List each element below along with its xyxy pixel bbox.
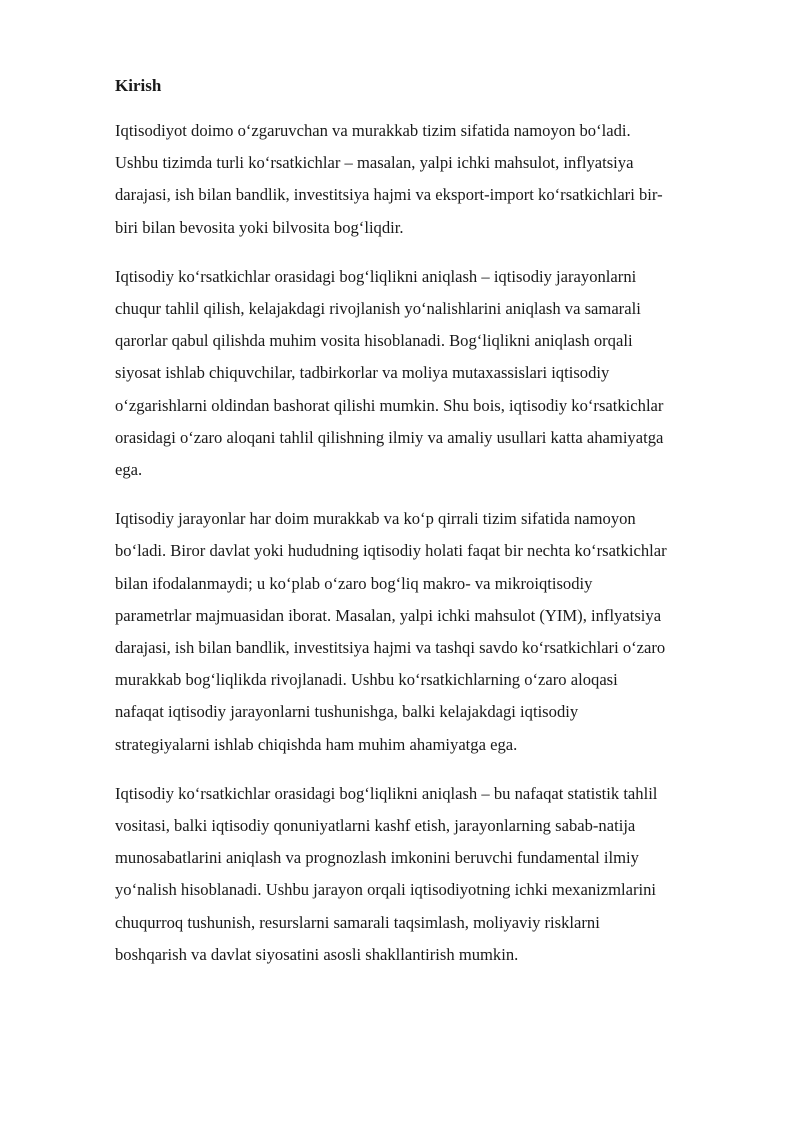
- document-page: [115, 74, 745, 988]
- paragraph-line: Iqtisodiy ko‘rsatkichlar orasidagi bog‘liqlikni aniqlash – bu nafaqat statistik tahlil: [115, 783, 658, 803]
- paragraph-line: orasidagi o‘zaro aloqani tahlil qilishning ilmiy va amaliy usullari katta ahamiyatga: [115, 427, 664, 447]
- paragraph-line: Iqtisodiy jarayonlar har doim murakkab va ko‘p qirrali tizim sifatida namoyon: [115, 509, 636, 529]
- paragraph-line: parametrlar majmuasidan iborat. Masalan, yalpi ichki mahsulot (YIM), inflyatsiya: [115, 605, 662, 625]
- paragraph-line: yo‘nalish hisoblanadi. Ushbu jarayon orqali iqtisodiyotning ichki mexanizmlarini: [115, 880, 657, 900]
- paragraph-line: biri bilan bevosita yoki bilvosita bog‘liqdir.: [115, 217, 404, 237]
- paragraph-2: [115, 261, 745, 486]
- paragraph-line: bilan ifodalanmaydi; u ko‘plab o‘zaro bog‘liq makro- va mikroiqtisodiy: [115, 573, 593, 593]
- paragraph-line: ega.: [115, 460, 143, 480]
- paragraph-line: boshqarish va davlat siyosatini asosli shakllantirish mumkin.: [115, 944, 519, 964]
- paragraph-line: Ushbu tizimda turli ko‘rsatkichlar – masalan, yalpi ichki mahsulot, inflyatsiya: [115, 153, 634, 173]
- section-heading: Kirish: [115, 76, 162, 95]
- paragraph-line: bo‘ladi. Biror davlat yoki hududning iqtisodiy holati faqat bir nechta ko‘rsatkichlar: [115, 541, 667, 561]
- paragraph-line: murakkab bog‘liqlikda rivojlanadi. Ushbu ko‘rsatkichlarning o‘zaro aloqasi: [115, 670, 618, 690]
- paragraph-line: Iqtisodiy ko‘rsatkichlar orasidagi bog‘liqlikni aniqlash – iqtisodiy jarayonlarni: [115, 266, 637, 286]
- paragraph-1: [115, 115, 745, 244]
- paragraph-line: chuqur tahlil qilish, kelajakdagi rivojlanish yo‘nalishlarini aniqlash va samarali: [115, 299, 641, 319]
- paragraph-line: qarorlar qabul qilishda muhim vosita hisoblanadi. Bog‘liqlikni aniqlash orqali: [115, 331, 633, 351]
- paragraph-line: chuqurroq tushunish, resurslarni samarali taqsimlash, moliyaviy risklarni: [115, 912, 600, 932]
- paragraph-line: darajasi, ish bilan bandlik, investitsiya hajmi va tashqi savdo ko‘rsatkichlari o‘zaro: [115, 638, 666, 658]
- paragraph-line: Iqtisodiyot doimo o‘zgaruvchan va murakkab tizim sifatida namoyon bo‘ladi.: [115, 121, 631, 140]
- paragraph-line: darajasi, ish bilan bandlik, investitsiya hajmi va eksport-import ko‘rsatkichlari bir-: [115, 185, 663, 205]
- paragraph-3: [115, 503, 745, 761]
- paragraph-line: siyosat ishlab chiquvchilar, tadbirkorlar va moliya mutaxassislari iqtisodiy: [115, 363, 610, 383]
- paragraph-line: strategiyalarni ishlab chiqishda ham muhim ahamiyatga ega.: [115, 734, 518, 754]
- paragraph-line: vositasi, balki iqtisodiy qonuniyatlarni kashf etish, jarayonlarning sabab-natija: [115, 816, 636, 836]
- paragraph-line: nafaqat iqtisodiy jarayonlarni tushunishga, balki kelajakdagi iqtisodiy: [115, 702, 579, 722]
- paragraph-line: munosabatlarini aniqlash va prognozlash imkonini beruvchi fundamental ilmiy: [115, 848, 639, 868]
- paragraph-4: [115, 778, 745, 971]
- paragraph-line: o‘zgarishlarni oldindan bashorat qilishi mumkin. Shu bois, iqtisodiy ko‘rsatkichlar: [115, 395, 664, 415]
